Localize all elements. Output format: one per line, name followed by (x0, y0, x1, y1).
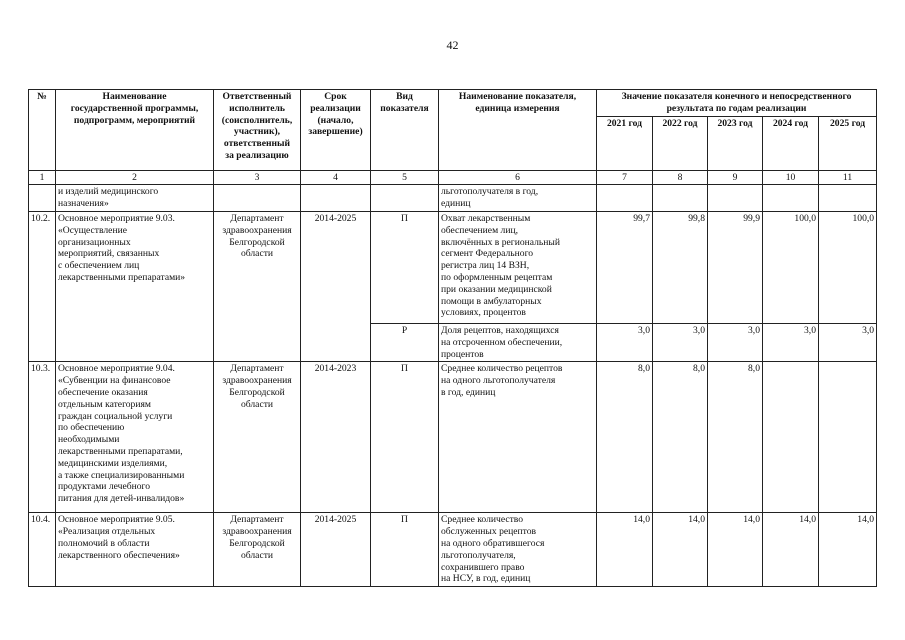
row-term: 2014-2023 (301, 362, 371, 513)
table-row (29, 362, 877, 513)
row-term: 2014-2025 (301, 211, 371, 361)
row-program: Основное мероприятие 9.03. «Осуществление организационных мероприятий, связанных с обеспечением лиц лекарственными препаратами» (56, 211, 214, 361)
header-indicator: Наименование показателя, единица измерения (439, 90, 597, 171)
row-value-2025: 100,0 (819, 211, 877, 323)
header-executor: Ответственный исполнитель (соисполнитель, участник), ответственный за реализацию (214, 90, 301, 171)
header-year-2025: 2025 год (819, 116, 877, 170)
row-value-2025: 3,0 (819, 323, 877, 361)
row-value-2024: 100,0 (763, 211, 819, 323)
row-value-2023: 8,0 (708, 362, 763, 513)
column-number: 10 (763, 170, 819, 185)
row-value-2023: 14,0 (708, 513, 763, 587)
header-row-1 (29, 90, 877, 117)
row-indicator-name: Охват лекарственным обеспечением лиц, включённых в региональный сегмент Федерального регистра лиц 14 ВЗН, по оформленным рецептам при оказании медицинской помощи в амбулаторных условиях, процентов (439, 211, 597, 323)
column-number: 6 (439, 170, 597, 185)
row-value-2021: 14,0 (597, 513, 653, 587)
continuation-row (29, 185, 877, 212)
row-value-2022: 99,8 (653, 211, 708, 323)
row-indicator-kind: П (371, 513, 439, 587)
row-term: 2014-2025 (301, 513, 371, 587)
row-indicator-name: Среднее количество обслуженных рецептов на одного обратившегося льготополучателя, сохранившего право на НСУ, в год, единиц (439, 513, 597, 587)
row-indicator-kind: Р (371, 323, 439, 361)
continuation-program: и изделий медицинского назначения» (56, 185, 214, 212)
row-value-2024: 3,0 (763, 323, 819, 361)
row-number: 10.3. (29, 362, 56, 513)
row-number: 10.2. (29, 211, 56, 361)
row-value-2022: 8,0 (653, 362, 708, 513)
row-number: 10.4. (29, 513, 56, 587)
row-value-2023: 3,0 (708, 323, 763, 361)
column-number: 5 (371, 170, 439, 185)
header-program: Наименование государственной программы, подпрограмм, мероприятий (56, 90, 214, 171)
row-indicator-name: Доля рецептов, находящихся на отсроченном обеспечении, процентов (439, 323, 597, 361)
continuation-indicator: льготополучателя в год, единиц (439, 185, 597, 212)
column-number: 11 (819, 170, 877, 185)
row-executor: Департамент здравоохранения Белгородской области (214, 211, 301, 361)
row-executor: Департамент здравоохранения Белгородской области (214, 513, 301, 587)
row-indicator-kind: П (371, 362, 439, 513)
table-row (29, 211, 877, 323)
row-indicator-name: Среднее количество рецептов на одного льготополучателя в год, единиц (439, 362, 597, 513)
row-indicator-kind: П (371, 211, 439, 323)
header-year-2022: 2022 год (653, 116, 708, 170)
row-value-2025 (819, 362, 877, 513)
page-number: 42 (446, 38, 459, 52)
row-program: Основное мероприятие 9.04. «Субвенции на финансовое обеспечение оказания отдельным категориям граждан социальной услуги по обеспечению необходимыми лекарственными препаратами, медицинскими изделиями, а также специализированными продуктами лечебного питания для детей-инвалидов» (56, 362, 214, 513)
column-numbers-row (29, 170, 877, 185)
header-kind: Вид показателя (371, 90, 439, 171)
row-value-2024 (763, 362, 819, 513)
column-number: 2 (56, 170, 214, 185)
column-number: 4 (301, 170, 371, 185)
column-number: 8 (653, 170, 708, 185)
column-number: 7 (597, 170, 653, 185)
row-executor: Департамент здравоохранения Белгородской области (214, 362, 301, 513)
header-term: Срок реализации (начало, завершение) (301, 90, 371, 171)
column-number: 3 (214, 170, 301, 185)
row-value-2022: 14,0 (653, 513, 708, 587)
row-value-2024: 14,0 (763, 513, 819, 587)
row-program: Основное мероприятие 9.05. «Реализация отдельных полномочий в области лекарственного обеспечения» (56, 513, 214, 587)
column-number: 9 (708, 170, 763, 185)
column-number: 1 (29, 170, 56, 185)
table-row (29, 513, 877, 587)
header-num: № (29, 90, 56, 171)
header-values-group: Значение показателя конечного и непосредственного результата по годам реализации (597, 90, 877, 117)
header-year-2023: 2023 год (708, 116, 763, 170)
program-table (28, 89, 877, 587)
row-value-2021: 3,0 (597, 323, 653, 361)
row-value-2021: 99,7 (597, 211, 653, 323)
row-value-2023: 99,9 (708, 211, 763, 323)
header-year-2021: 2021 год (597, 116, 653, 170)
row-value-2021: 8,0 (597, 362, 653, 513)
row-value-2022: 3,0 (653, 323, 708, 361)
row-value-2025: 14,0 (819, 513, 877, 587)
header-year-2024: 2024 год (763, 116, 819, 170)
